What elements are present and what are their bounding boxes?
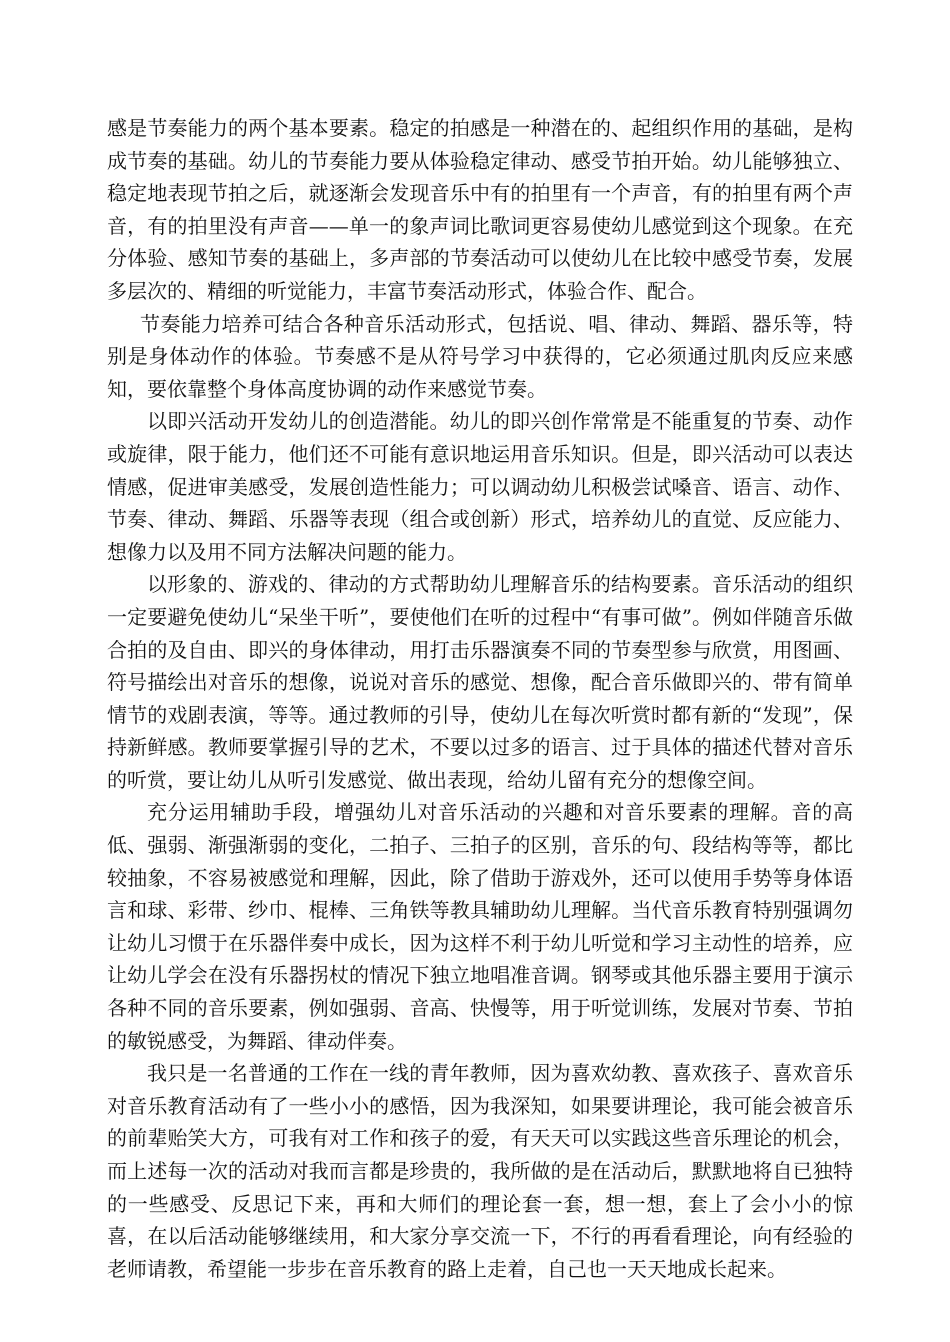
- paragraph-rhythm-training: 节奏能力培养可结合各种音乐活动形式，包括说、唱、律动、舞蹈、器乐等，特别是身体动作的体验。节奏感不是从符号学习中获得的，它必须通过肌肉反应来感知，要依靠整个身体高度协调的动作来感觉节奏。: [107, 311, 853, 401]
- paragraph-rhythm-basics: 感是节奏能力的两个基本要素。稳定的拍感是一种潜在的、起组织作用的基础，是构成节奏的基础。幼儿的节奏能力要从体验稳定律动、感受节拍开始。幼儿能够独立、稳定地表现节拍之后，就逐渐会发现音乐中有的拍里有一个声音，有的拍里有两个声音，有的拍里没有声音——单一的象声词比歌词更容易使幼儿感觉到这个现象。在充分体验、感知节奏的基础上，多声部的节奏活动可以使幼儿在比较中感受节奏，发展多层次的、精细的听觉能力，丰富节奏活动形式，体验合作、配合。: [107, 116, 853, 303]
- paragraph-structure-elements: 以形象的、游戏的、律动的方式帮助幼儿理解音乐的结构要素。音乐活动的组织一定要避免使幼儿“呆坐干听”，要使他们在听的过程中“有事可做”。例如伴随音乐做合拍的及自由、即兴的身体律动，用打击乐器演奏不同的节奏型参与欣赏，用图画、符号描绘出对音乐的想像，说说对音乐的感觉、想像，配合音乐做即兴的、带有简单情节的戏剧表演，等等。通过教师的引导，使幼儿在每次听赏时都有新的“发现”，保持新鲜感。教师要掌握引导的艺术，不要以过多的语言、过于具体的描述代替对音乐的听赏，要让幼儿从听引发感觉、做出表现，给幼儿留有充分的想像空间。: [107, 572, 853, 792]
- paragraph-improvisation: 以即兴活动开发幼儿的创造潜能。幼儿的即兴创作常常是不能重复的节奏、动作或旋律，限于能力，他们还不可能有意识地运用音乐知识。但是，即兴活动可以表达情感，促进审美感受，发展创造性能力；可以调动幼儿积极尝试嗓音、语言、动作、节奏、律动、舞蹈、乐器等表现（组合或创新）形式，培养幼儿的直觉、反应能力、想像力以及用不同方法解决问题的能力。: [107, 409, 853, 564]
- paragraph-auxiliary-means: 充分运用辅助手段，增强幼儿对音乐活动的兴趣和对音乐要素的理解。音的高低、强弱、渐强渐弱的变化，二拍子、三拍子的区别，音乐的句、段结构等等，都比较抽象，不容易被感觉和理解，因此，除了借助于游戏外，还可以使用手势等身体语言和球、彩带、纱巾、棍棒、三角铁等教具辅助幼儿理解。当代音乐教育特别强调勿让幼儿习惯于在乐器伴奏中成长，因为这样不利于幼儿听觉和学习主动性的培养，应让幼儿学会在没有乐器拐杖的情况下独立地唱准音调。钢琴或其他乐器主要用于演示各种不同的音乐要素，例如强弱、音高、快慢等，用于听觉训练，发展对节奏、节拍的敏锐感受，为舞蹈、律动伴奏。: [107, 800, 853, 1053]
- body-text: [107, 112, 853, 1285]
- paragraph-personal-reflection: 我只是一名普通的工作在一线的青年教师，因为喜欢幼教、喜欢孩子、喜欢音乐对音乐教育活动有了一些小小的感悟，因为我深知，如果要讲理论，我可能会被音乐的前辈贻笑大方，可我有对工作和孩子的爱，有天天可以实践这些音乐理论的机会，而上述每一次的活动对我而言都是珍贵的，我所做的是在活动后，默默地将自已独特的一些感受、反思记下来，再和大师们的理论套一套，想一想，套上了会小小的惊喜，在以后活动能够继续用，和大家分享交流一下，不行的再看看理论，向有经验的老师请教，希望能一步步在音乐教育的路上走着，自己也一天天地成长起来。: [107, 1061, 853, 1281]
